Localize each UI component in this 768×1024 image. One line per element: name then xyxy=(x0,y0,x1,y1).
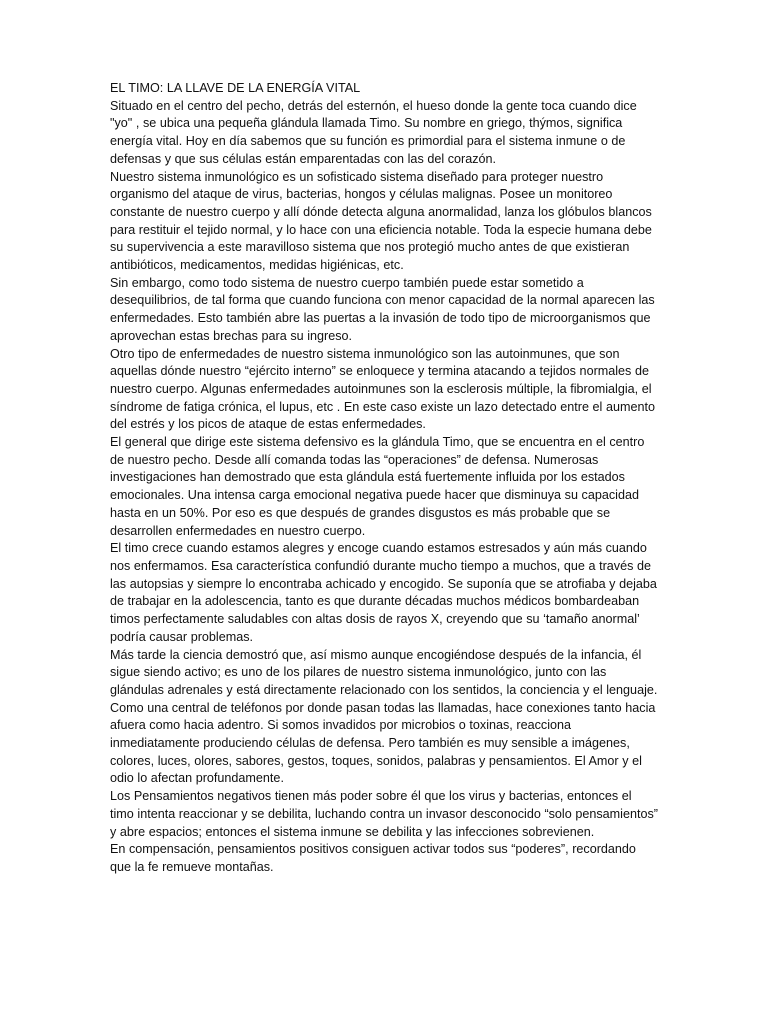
paragraph-4: Otro tipo de enfermedades de nuestro sistema inmunológico son las autoinmunes, que son aquellas dónde nuestro “ejército interno” se enloquece y termina atacando a tejidos normales de nuestro cuerpo. Algunas enfermedades autoinmunes son la esclerosis múltiple, la fibromialgia, el síndrome de fatiga crónica, el lupus, etc . En este caso existe un lazo detectado entre el aumento del estrés y los picos de ataque de estas enfermedades. xyxy=(110,346,655,432)
paragraph-5: El general que dirige este sistema defensivo es la glándula Timo, que se encuentra en el centro de nuestro pecho. Desde allí comanda todas las “operaciones” de defensa. Numerosas investigaciones han demostrado que esta glándula está fuertemente influida por los estados emocionales. Una intensa carga emocional negativa puede hacer que disminuya su capacidad hasta en un 50%. Por eso es que después de grandes disgustos es más probable que se desarrollen enfermedades en nuestro cuerpo. xyxy=(110,435,645,538)
paragraph-6: El timo crece cuando estamos alegres y encoge cuando estamos estresados y aún más cuando nos enfermamos. Esa característica confundió durante mucho tiempo a muchos, que a través de las autopsias y siempre lo encontraba achicado y encogido. Se suponía que se atrofiaba y dejaba de trabajar en la adolescencia, tanto es que durante décadas muchos médicos bombardeaban timos perfectamente saludables con altas dosis de rayos X, creyendo que su ‘tamaño anormal’ podría causar problemas. xyxy=(110,541,657,644)
document-title: EL TIMO: LA LLAVE DE LA ENERGÍA VITAL xyxy=(110,81,361,95)
paragraph-7: Más tarde la ciencia demostró que, así mismo aunque encogiéndose después de la infancia, él sigue siendo activo; es uno de los pilares de nuestro sistema inmunológico, junto con las glándulas adrenales y está directamente relacionado con los sentidos, la conciencia y el lenguaje. xyxy=(110,647,658,697)
paragraph-8: Como una central de teléfonos por donde pasan todas las llamadas, hace conexiones tanto hacia afuera como hacia adentro. Si somos invadidos por microbios o toxinas, reacciona inmediatamente produciendo células de defensa. Pero también es muy sensible a imágenes, colores, luces, olores, sabores, gestos, toques, sonidos, palabras y pensamientos. El Amor y el odio lo afectan profundamente. xyxy=(110,700,656,786)
paragraph-2: Nuestro sistema inmunológico es un sofisticado sistema diseñado para proteger nuestro organismo del ataque de virus, bacterias, hongos y células malignas. Posee un monitoreo constante de nuestro cuerpo y allí dónde detecta alguna anormalidad, lanza los glóbulos blancos para restituir el tejido normal, y lo hace con una eficiencia notable. Toda la especie humana debe su supervivencia a este maravilloso sistema que nos protegió mucho antes de que existieran antibióticos, medicamentos, medidas higiénicas, etc. xyxy=(110,169,652,273)
paragraph-3: Sin embargo, como todo sistema de nuestro cuerpo también puede estar sometido a desequilibrios, de tal forma que cuando funciona con menor capacidad de la normal aparecen las enfermedades. Esto también abre las puertas a la invasión de todo tipo de microorganismos que aprovechan estas brechas para su ingreso. xyxy=(110,275,655,343)
paragraph-9: Los Pensamientos negativos tienen más poder sobre él que los virus y bacterias, entonces el timo intenta reaccionar y se debilita, luchando contra un invasor desconocido “solo pensamientos” y abre espacios; entonces el sistema inmune se debilita y las infecciones sobrevienen. xyxy=(110,789,658,839)
paragraph-10: En compensación, pensamientos positivos consiguen activar todos sus “poderes”, recordando que la fe remueve montañas. xyxy=(110,842,636,874)
document-page xyxy=(110,80,658,877)
paragraph-1: Situado en el centro del pecho, detrás del esternón, el hueso donde la gente toca cuando dice "yo" , se ubica una pequeña glándula llamada Timo. Su nombre en griego, thýmos, significa energía vital. Hoy en día sabemos que su función es primordial para el sistema inmune o de defensas y que sus células están emparentadas con las del corazón. xyxy=(110,98,637,166)
